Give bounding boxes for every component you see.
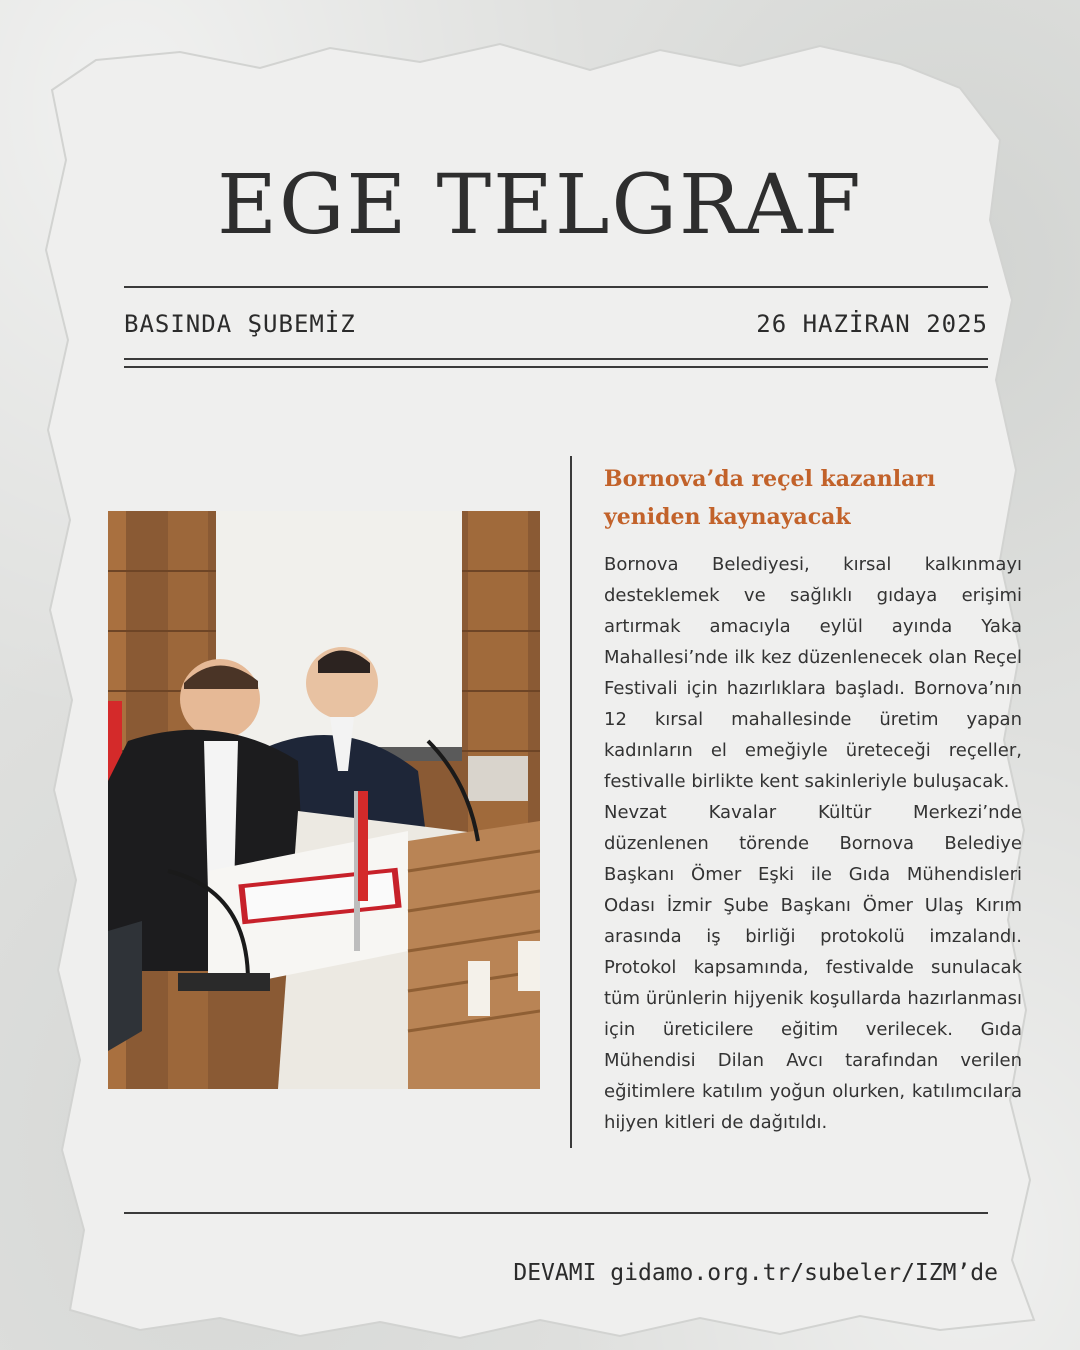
section-label: BASINDA ŞUBEMİZ <box>124 310 356 338</box>
top-rule <box>124 286 988 288</box>
article-paragraph-2: Nevzat Kavalar Kültür Merkezi’nde düzenlenen törende Bornova Belediye Başkanı Ömer Eşki ile Gıda Mühendisleri Odası İzmir Şube Başkanı Ömer Ulaş Kırım arasında iş birliği protokolü imzalandı. Protokol kapsamında, festivalde sunulacak tüm ürünlerin hijyenik koşullarda hazırlanması için üreticilere eğitim verilecek. Gıda Mühendisi Dilan Avcı tarafından verilen eğitimlere katılım yoğun olurken, katılımcılara hijyen kitleri de dağıtıldı. <box>604 802 1022 1133</box>
article-headline: Bornova’da reçel kazanları yeniden kaynayacak <box>604 466 936 530</box>
continue-reading-link[interactable]: DEVAMI gidamo.org.tr/subeler/IZM’de <box>513 1260 998 1286</box>
double-rule-upper <box>124 358 988 360</box>
article-paragraph-1: Bornova Belediyesi, kırsal kalkınmayı desteklemek ve sağlıklı gıdaya erişimi artırmak amacıyla eylül ayında Yaka Mahallesi’nde ilk kez düzenlenecek olan Reçel Festivali için hazırlıklara başladı. Bornova’nın 12 kırsal mahallesinde üretim yapan kadınların el emeğiyle üreteceği reçeller, festivalle birlikte kent sakinleriyle buluşacak. <box>604 554 1022 792</box>
bottom-rule <box>124 1212 988 1214</box>
signing-ceremony-photo <box>108 511 540 1089</box>
column-divider <box>570 456 572 1148</box>
issue-date: 26 HAZİRAN 2025 <box>756 310 988 338</box>
masthead-title: EGE TELGRAF <box>217 158 863 253</box>
article-body <box>604 549 1022 1138</box>
double-rule-lower <box>124 366 988 368</box>
